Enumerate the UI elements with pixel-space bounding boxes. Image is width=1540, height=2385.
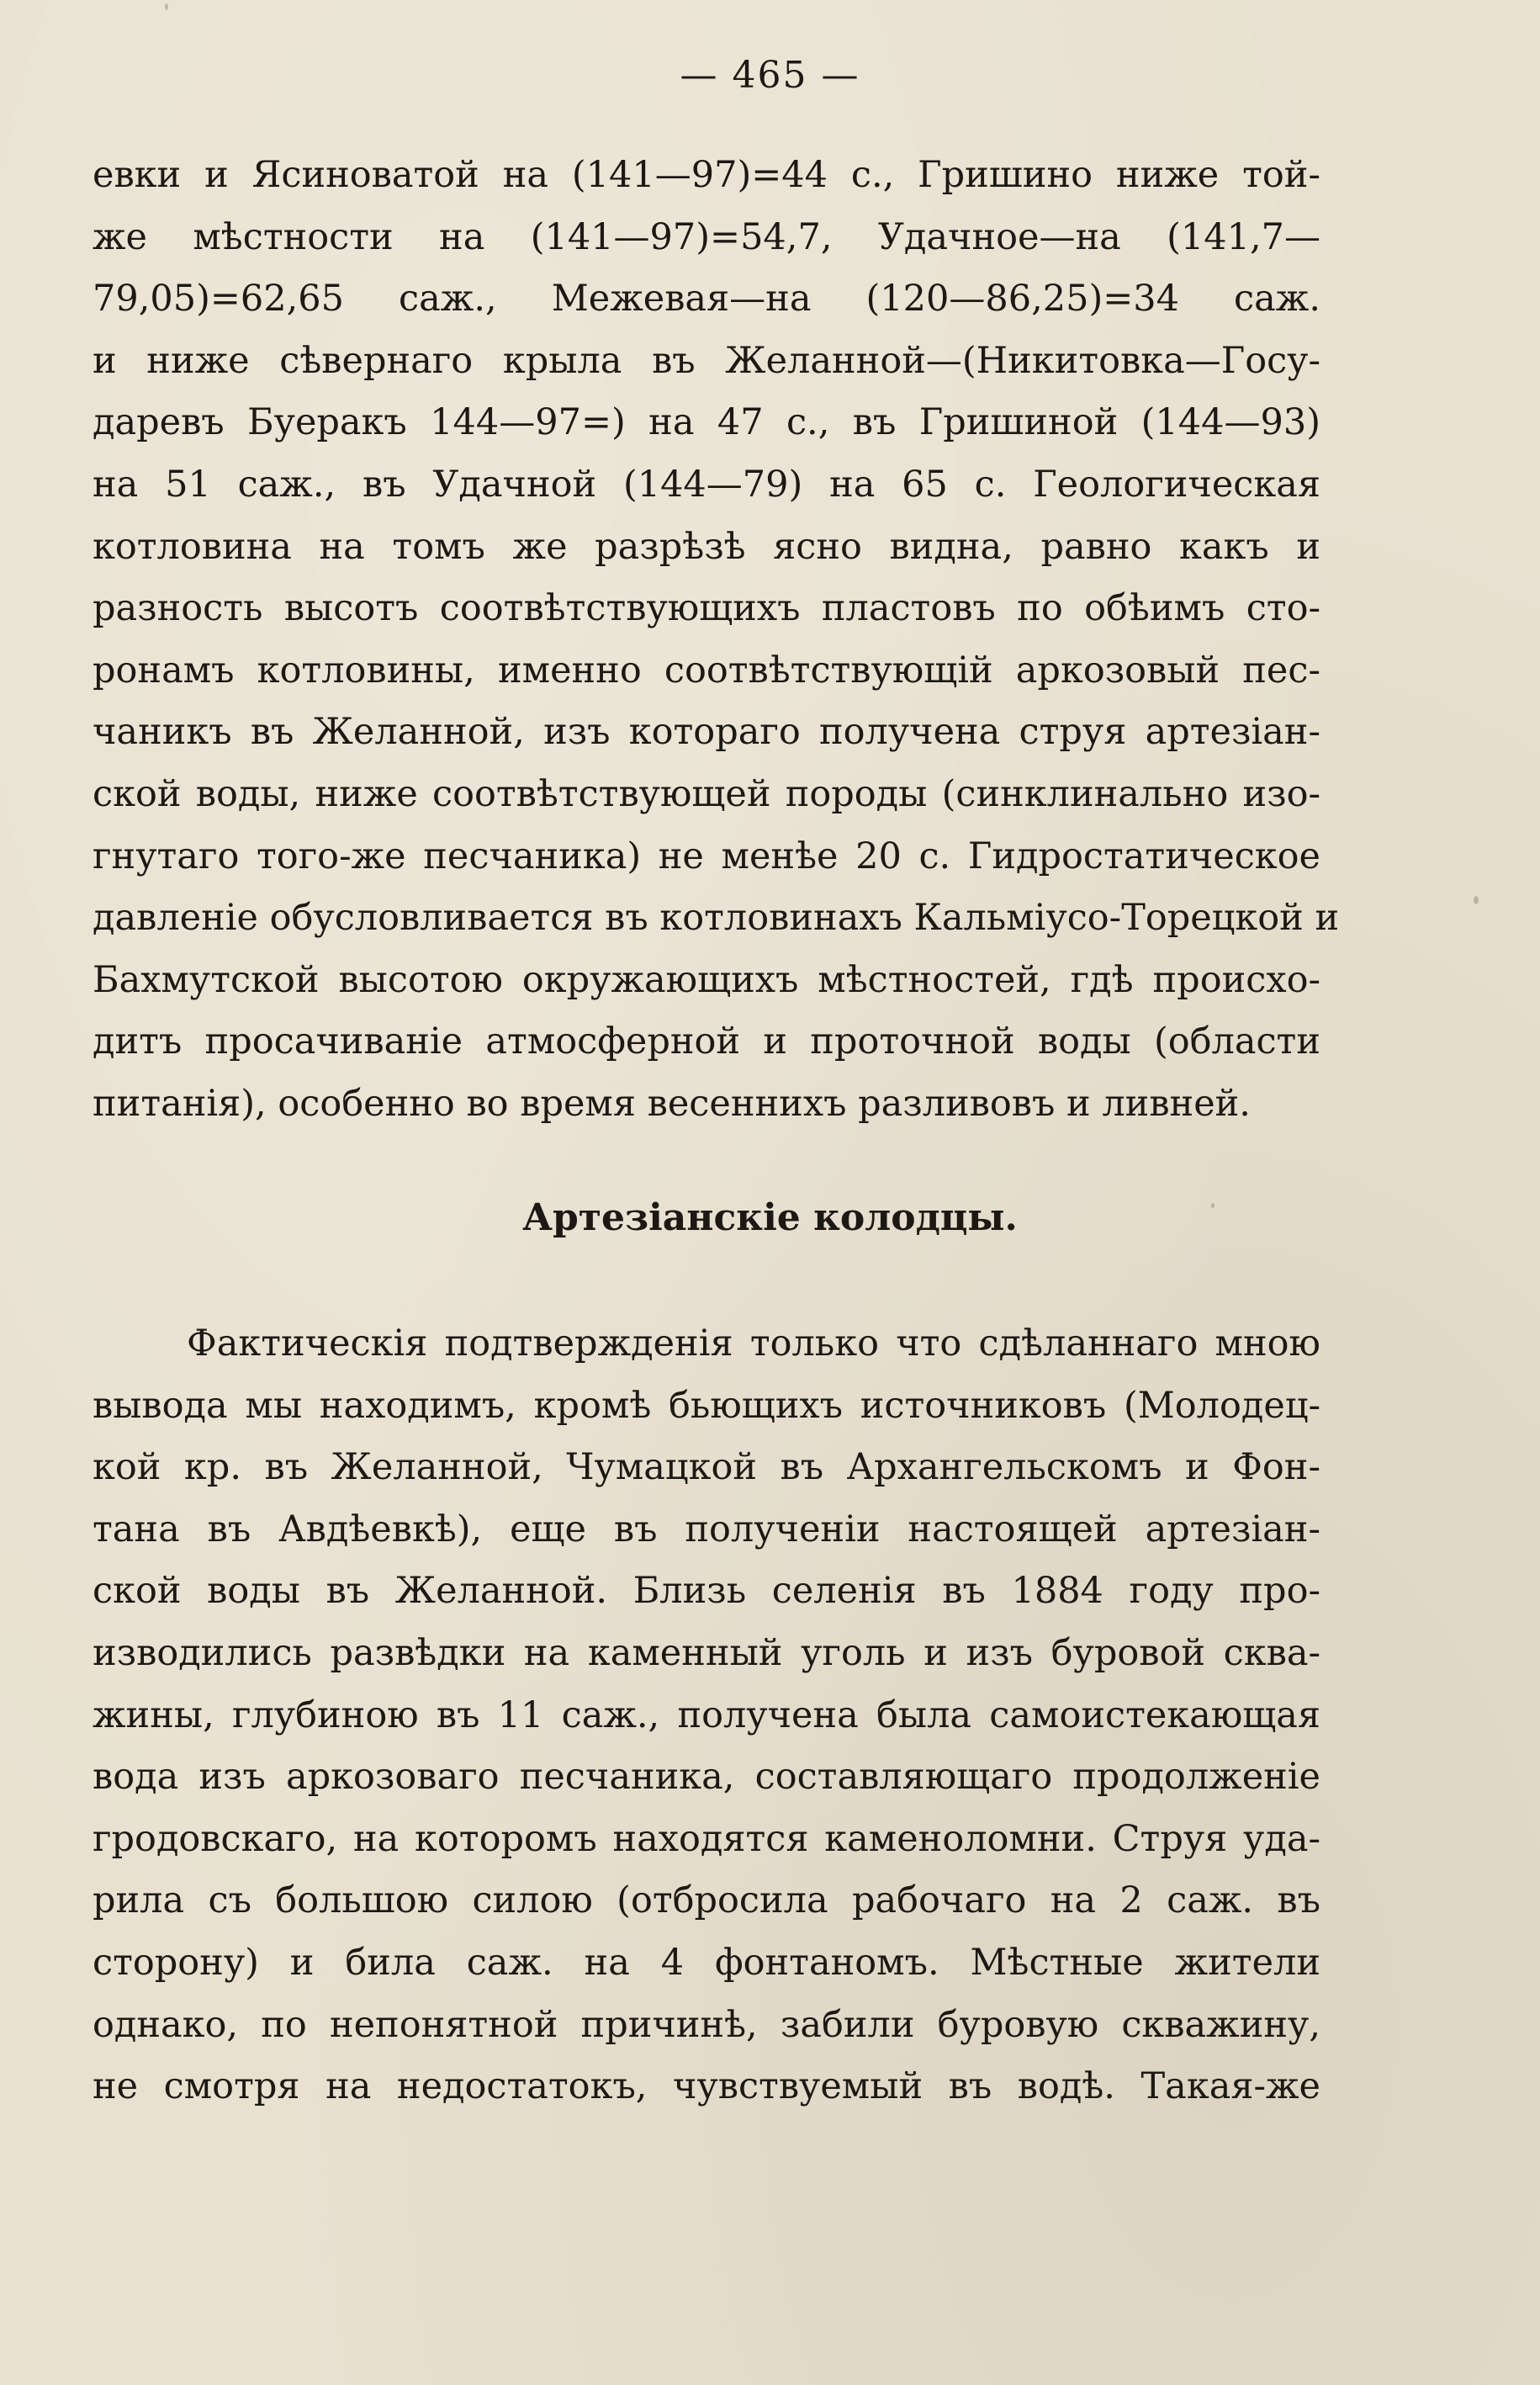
ink-speck [165,3,168,10]
text-line: изводились развѣдки на каменный уголь и изъ буровой сква- [93,1631,1320,1674]
text-line: 79,05)=62,65 саж., Межевая—на (120—86,25)=34 саж. [93,278,1320,321]
text-line: на 51 саж., въ Удачной (144—79) на 65 с. Геологическая [93,463,1320,506]
section-heading: Артезіанскіе колодцы. [522,1196,1018,1239]
text-line: котловина на томъ же разрѣзѣ ясно видна, равно какъ и [93,525,1320,568]
paragraph-2 [93,1313,1320,2118]
text-line: чаникъ въ Желанной, изъ котораго получена струя артезіан- [93,711,1320,754]
text-line: Фактическія подтвержденія только что сдѣланнаго мною [187,1322,1320,1365]
text-line: же мѣстности на (141—97)=54,7, Удачное—на (141,7— [93,215,1320,258]
paragraph-1 [93,145,1340,1136]
text-line: давленіе обусловливается въ котловинахъ Кальміусо-Торецкой и [93,897,1340,940]
text-line: однако, по непонятной причинѣ, забили буровую скважину, [93,2003,1320,2046]
text-line: питанія), особенно во время весеннихъ разливовъ и ливней. [93,1082,1251,1125]
text-line: ской воды, ниже соотвѣтствующей породы (синклинально изо- [93,772,1320,815]
text-line: Бахмутской высотою окружающихъ мѣстностей, гдѣ происхо- [93,958,1320,1001]
text-line: сторону) и била саж. на 4 фонтаномъ. Мѣстные жители [93,1941,1320,1984]
text-line: рила съ большою силою (отбросила рабочаго на 2 саж. въ [93,1879,1320,1922]
text-line: и ниже сѣвернаго крыла въ Желанной—(Никитовка—Госу- [93,339,1320,382]
text-line: ской воды въ Желанной. Близь селенія въ 1884 году про- [93,1570,1320,1613]
text-line: вода изъ аркозоваго песчаника, составляющаго продолженіе [93,1756,1320,1799]
text-line: евки и Ясиноватой на (141—97)=44 с., Гришино ниже той- [93,154,1320,196]
text-line: гродовскаго, на которомъ находятся каменоломни. Струя уда- [93,1817,1320,1860]
text-line: кой кр. въ Желанной, Чумацкой въ Архангельскомъ и Фон- [93,1446,1320,1489]
text-line: жины, глубиною въ 11 саж., получена была самоистекающая [93,1693,1320,1736]
ink-speck [1211,1203,1215,1208]
ink-speck [1474,896,1479,904]
text-line: даревъ Буеракъ 144—97=) на 47 с., въ Гришиной (144—93) [93,401,1320,444]
text-line: не смотря на недостатокъ, чувствуемый въ водѣ. Такая-же [93,2065,1320,2108]
text-line: вывода мы находимъ, кромѣ бьющихъ источниковъ (Молодец- [93,1384,1320,1427]
text-line: тана въ Авдѣевкѣ), еще въ полученіи настоящей артезіан- [93,1508,1320,1550]
text-line: ронамъ котловины, именно соотвѣтствующій аркозовый пес- [93,649,1320,692]
text-line: дитъ просачиваніе атмосферной и проточной воды (области [93,1020,1320,1063]
page-number: — 465 — [680,54,860,97]
text-line: разность высотъ соотвѣтствующихъ пластовъ по обѣимъ сто- [93,587,1320,630]
text-line: гнутаго того-же песчаника) не менѣе 20 с. Гидростатическое [93,835,1320,877]
